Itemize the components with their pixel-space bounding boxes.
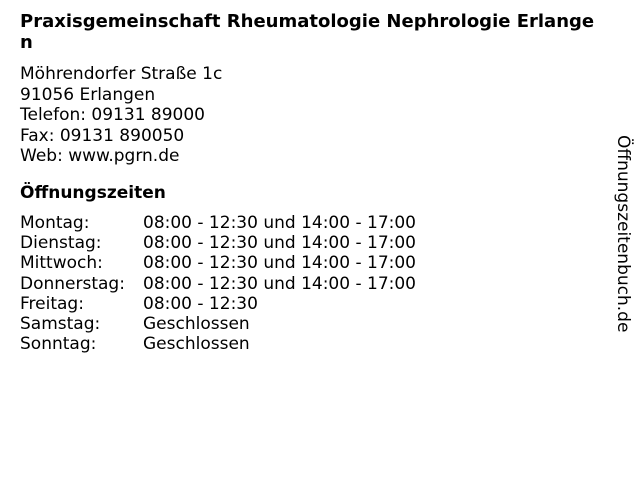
website: Web: www.pgrn.de <box>20 146 180 166</box>
business-name: Praxisgemeinschaft Rheumatologie Nephrologie Erlangen <box>20 11 595 53</box>
street: Möhrendorfer Straße 1c <box>20 64 223 84</box>
day-label: Montag: <box>20 213 90 233</box>
hours-row-thursday <box>20 274 416 294</box>
hours-row-sunday <box>20 334 416 354</box>
hours-row-wednesday <box>20 253 416 273</box>
day-time: Geschlossen <box>143 314 250 335</box>
day-time: 08:00 - 12:30 und 14:00 - 17:00 <box>143 253 416 274</box>
day-label: Samstag: <box>20 314 101 335</box>
day-time: 08:00 - 12:30 und 14:00 - 17:00 <box>143 233 416 254</box>
fax: Fax: 09131 890050 <box>20 125 185 146</box>
day-time: 08:00 - 12:30 <box>143 293 258 314</box>
phone: Telefon: 09131 89000 <box>20 105 205 125</box>
day-label: Freitag: <box>20 293 84 314</box>
opening-hours-heading: Öffnungszeiten <box>20 183 166 203</box>
hours-row-monday <box>20 213 416 233</box>
day-time: Geschlossen <box>143 334 250 355</box>
day-time: 08:00 - 12:30 und 14:00 - 17:00 <box>143 273 416 294</box>
day-time: 08:00 - 12:30 und 14:00 - 17:00 <box>143 213 416 233</box>
brand-watermark: Öffnungszeitenbuch.de <box>613 135 633 333</box>
hours-row-friday <box>20 294 416 314</box>
hours-row-saturday <box>20 314 416 334</box>
hours-row-tuesday <box>20 233 416 253</box>
day-label: Sonntag: <box>20 334 97 355</box>
city: 91056 Erlangen <box>20 84 156 105</box>
day-label: Donnerstag: <box>20 273 125 294</box>
address-block <box>20 64 222 167</box>
day-label: Mittwoch: <box>20 253 103 274</box>
day-label: Dienstag: <box>20 233 102 254</box>
opening-hours-list <box>20 213 416 354</box>
